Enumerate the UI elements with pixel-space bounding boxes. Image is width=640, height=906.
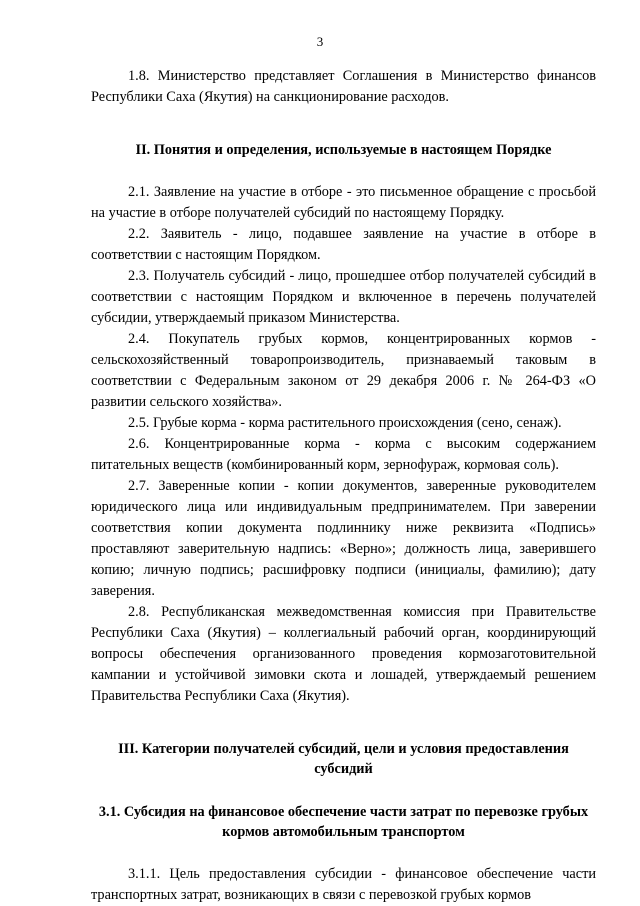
paragraph-2-5: 2.5. Грубые корма - корма растительного происхождения (сено, сенаж). [128,415,562,431]
paragraph-1-8: 1.8. Министерство представляет Соглашения в Министерство финансов Республики Саха (Якутия) на санкционирование расходов. [91,68,596,105]
page-number: 3 [316,34,324,49]
document-body [91,66,596,906]
paragraph-3-1-1: 3.1.1. Цель предоставления субсидии - финансовое обеспечение части транспортных затрат, возникающих в связи с перевозкой грубых кормов [91,866,596,903]
paragraph-2-7: 2.7. Заверенные копии - копии документов, заверенные руководителем юридического лица или индивидуальным предпринимателем. При заверении соответствия копии документа подлиннику ниже реквизита «Подпись» проставляют заверительную надпись: «Верно»; должность лица, заверившего копию; личную подпись; расшифровку подписи (инициалы, фамилию); дату заверения. [91,478,596,599]
section-3-heading: III. Категории получателей субсидий, цели и условия предоставления субсидий [118,741,569,777]
paragraph-2-6: 2.6. Концентрированные корма - корма с высоким содержанием питательных веществ (комбинированный корм, зернофураж, кормовая соль). [91,436,596,473]
paragraph-2-3: 2.3. Получатель субсидий - лицо, прошедшее отбор получателей субсидий в соответствии с настоящим Порядком и включенное в перечень получателей субсидии, утверждаемый приказом Министерства. [91,268,596,326]
section-3-1-heading: 3.1. Субсидия на финансовое обеспечение части затрат по перевозке грубых кормов автомобильным транспортом [98,804,589,840]
paragraph-2-2: 2.2. Заявитель - лицо, подавшее заявление на участие в отборе в соответствии с настоящим Порядком. [91,226,596,263]
paragraph-2-1: 2.1. Заявление на участие в отборе - это письменное обращение с просьбой на участие в отборе получателей субсидий по настоящему Порядку. [91,184,596,221]
paragraph-2-8: 2.8. Республиканская межведомственная комиссия при Правительстве Республики Саха (Якутия) – коллегиальный рабочий орган, координирующий вопросы обеспечения организованного проведения кормозаготовительной кампании и устойчивой зимовки скота и лошадей, утверждаемый решением Правительства Республики Саха (Якутия). [91,604,596,704]
section-2-heading: II. Понятия и определения, используемые в настоящем Порядке [135,142,552,158]
paragraph-2-4: 2.4. Покупатель грубых кормов, концентрированных кормов - сельскохозяйственный товаропроизводитель, признаваемый таковым в соответствии с Федеральным законом от 29 декабря 2006 г. № 264-ФЗ «О развитии сельского хозяйства». [91,331,596,410]
